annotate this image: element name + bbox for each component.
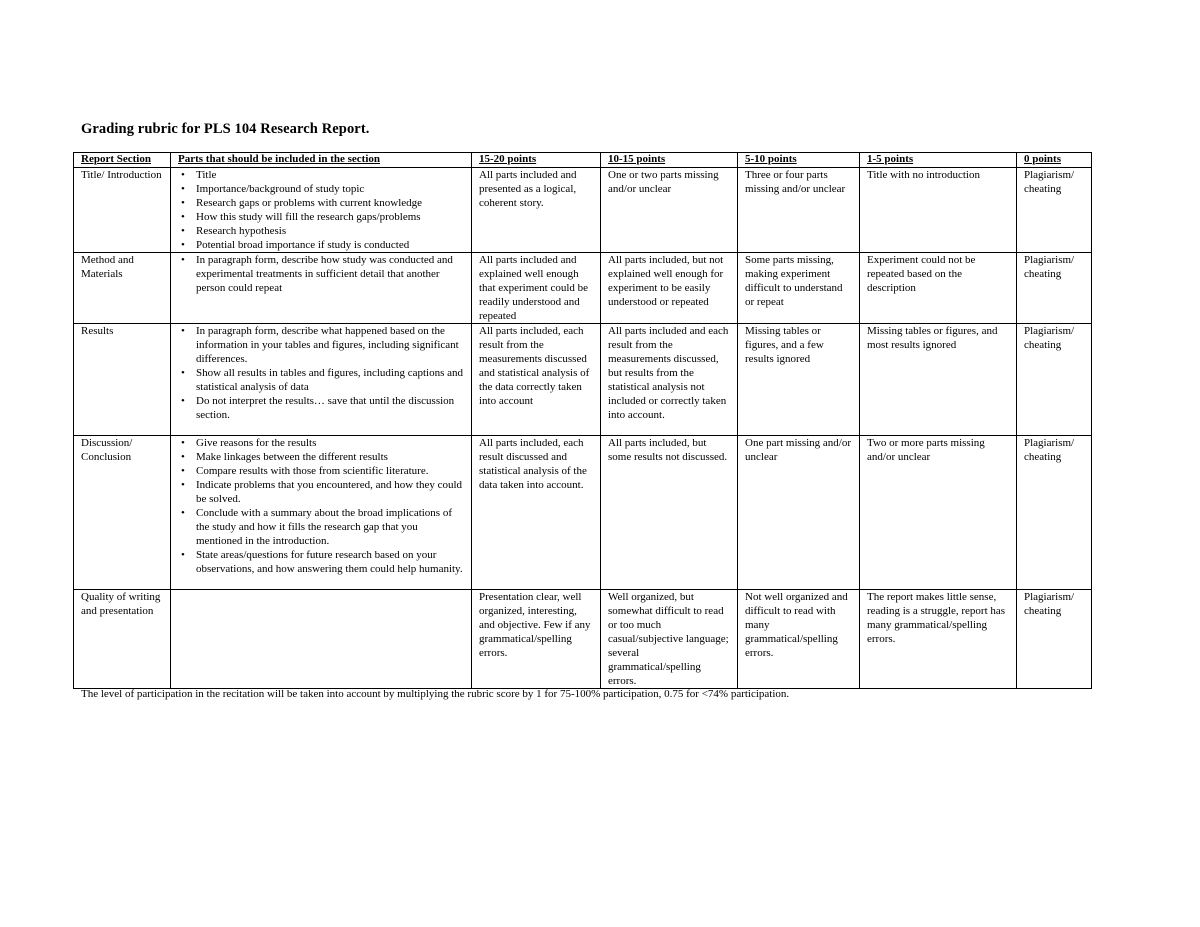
points-5-10-cell: Three or four parts missing and/or unclear: [738, 168, 860, 253]
list-item: • Do not interpret the results… save that until the discussion section.: [196, 394, 464, 422]
list-item: • State areas/questions for future research based on your observations, and how answering them could help humanity.: [196, 548, 464, 576]
points-10-15-cell: One or two parts missing and/or unclear: [601, 168, 738, 253]
list-item: • In paragraph form, describe what happened based on the information in your tables and figures, including significant differences.: [196, 324, 464, 366]
points-10-15-cell: All parts included, but some results not discussed.: [601, 436, 738, 590]
points-0-cell: Plagiarism/ cheating: [1017, 324, 1092, 436]
parts-list: [178, 168, 464, 252]
list-item: • Title: [196, 168, 464, 182]
points-5-10-cell: Missing tables or figures, and a few results ignored: [738, 324, 860, 436]
list-item: • Make linkages between the different results: [196, 450, 464, 464]
table-row: [74, 436, 1092, 590]
section-cell: Discussion/ Conclusion: [74, 436, 171, 590]
parts-cell: [171, 168, 472, 253]
points-5-10-cell: One part missing and/or unclear: [738, 436, 860, 590]
points-0-cell: Plagiarism/ cheating: [1017, 253, 1092, 324]
points-1-5-cell: Experiment could not be repeated based on the description: [860, 253, 1017, 324]
parts-cell: [171, 436, 472, 590]
parts-list: [178, 253, 464, 295]
list-item: • Research hypothesis: [196, 224, 464, 238]
parts-cell: [171, 324, 472, 436]
document-title: Grading rubric for PLS 104 Research Report.: [81, 121, 370, 137]
list-item: • Give reasons for the results: [196, 436, 464, 450]
header-0-points: 0 points: [1017, 153, 1092, 168]
participation-note: The level of participation in the recitation will be taken into account by multiplying the rubric score by 1 for 75-100% participation, 0.75 for <74% participation.: [81, 688, 790, 700]
points-5-10-cell: Some parts missing, making experiment difficult to understand or repeat: [738, 253, 860, 324]
points-1-5-cell: The report makes little sense, reading is a struggle, report has many grammatical/spelling errors.: [860, 590, 1017, 689]
points-10-15-cell: All parts included and each result from the measurements discussed, but results from the statistical analysis not included or correctly taken into account.: [601, 324, 738, 436]
points-15-20-cell: All parts included and presented as a logical, coherent story.: [472, 168, 601, 253]
list-item: • Show all results in tables and figures, including captions and statistical analysis of data: [196, 366, 464, 394]
points-1-5-cell: Title with no introduction: [860, 168, 1017, 253]
points-15-20-cell: All parts included and explained well enough that experiment could be readily understood and repeated: [472, 253, 601, 324]
parts-cell: [171, 253, 472, 324]
list-item: • Potential broad importance if study is conducted: [196, 238, 464, 252]
header-5-10-points: 5-10 points: [738, 153, 860, 168]
rubric-table: [73, 152, 1092, 689]
table-row: [74, 590, 1092, 689]
list-item: • Importance/background of study topic: [196, 182, 464, 196]
section-cell: Method and Materials: [74, 253, 171, 324]
header-report-section: Report Section: [74, 153, 171, 168]
table-row: [74, 324, 1092, 436]
parts-cell: [171, 590, 472, 689]
header-1-5-points: 1-5 points: [860, 153, 1017, 168]
points-10-15-cell: Well organized, but somewhat difficult to read or too much casual/subjective language; several grammatical/spelling errors.: [601, 590, 738, 689]
points-15-20-cell: Presentation clear, well organized, interesting, and objective. Few if any grammatical/spelling errors.: [472, 590, 601, 689]
points-0-cell: Plagiarism/ cheating: [1017, 436, 1092, 590]
header-parts: Parts that should be included in the section: [171, 153, 472, 168]
list-item: • Indicate problems that you encountered, and how they could be solved.: [196, 478, 464, 506]
list-item: • How this study will fill the research gaps/problems: [196, 210, 464, 224]
points-1-5-cell: Missing tables or figures, and most results ignored: [860, 324, 1017, 436]
points-15-20-cell: All parts included, each result from the measurements discussed and statistical analysis of the data correctly taken into account: [472, 324, 601, 436]
section-cell: Title/ Introduction: [74, 168, 171, 253]
header-row: [74, 153, 1092, 168]
list-item: • Compare results with those from scientific literature.: [196, 464, 464, 478]
section-cell: Results: [74, 324, 171, 436]
table-row: [74, 253, 1092, 324]
list-item: • Research gaps or problems with current knowledge: [196, 196, 464, 210]
points-0-cell: Plagiarism/ cheating: [1017, 168, 1092, 253]
parts-list: [178, 436, 464, 576]
points-0-cell: Plagiarism/ cheating: [1017, 590, 1092, 689]
points-5-10-cell: Not well organized and difficult to read with many grammatical/spelling errors.: [738, 590, 860, 689]
table-row: [74, 168, 1092, 253]
parts-list: [178, 324, 464, 422]
header-15-20-points: 15-20 points: [472, 153, 601, 168]
header-10-15-points: 10-15 points: [601, 153, 738, 168]
section-cell: Quality of writing and presentation: [74, 590, 171, 689]
list-item: • Conclude with a summary about the broad implications of the study and how it fills the research gap that you mentioned in the introduction.: [196, 506, 464, 548]
points-10-15-cell: All parts included, but not explained well enough for experiment to be easily understood or repeated: [601, 253, 738, 324]
points-1-5-cell: Two or more parts missing and/or unclear: [860, 436, 1017, 590]
list-item: • In paragraph form, describe how study was conducted and experimental treatments in sufficient detail that another person could repeat: [196, 253, 464, 295]
points-15-20-cell: All parts included, each result discussed and statistical analysis of the data taken into account.: [472, 436, 601, 590]
